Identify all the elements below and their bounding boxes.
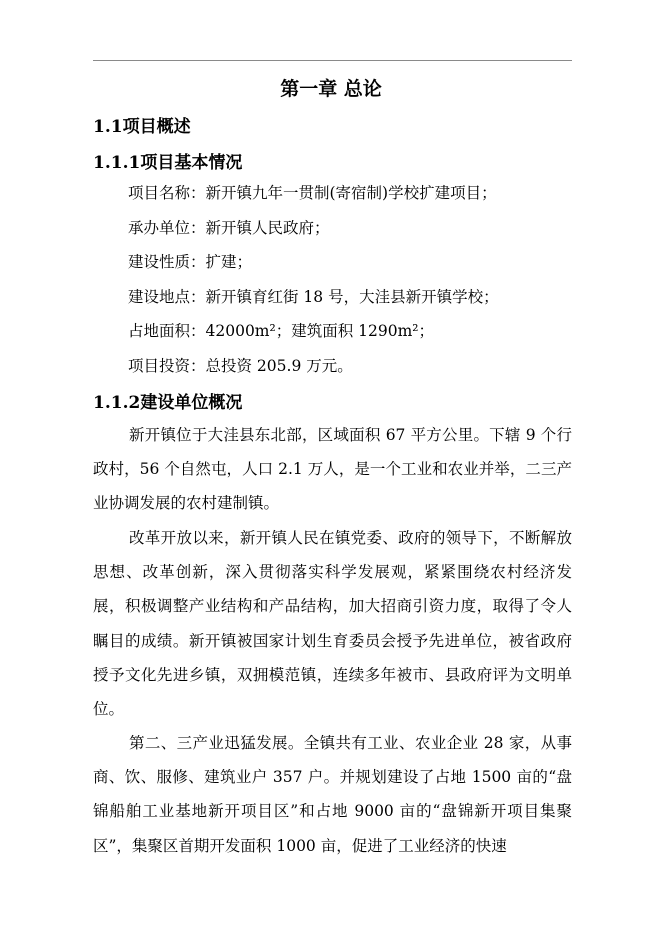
chapter-title: 第一章 总论 [280, 78, 382, 100]
header-rule [93, 60, 572, 61]
paragraph-reform: 改革开放以来，新开镇人民在镇党委、政府的领导下，不断解放思想、改革创新，深入贯彻落实科学发展观，紧紧围绕农村经济发展，积极调整产业结构和产品结构，加大招商引资力度，取得了令人瞩目的成绩。新开镇被国家计划生育委员会授予先进单位，被省政府授予文化先进乡镇，双拥模范镇，连续多年被市、县政府评为文明单位。 [93, 529, 572, 719]
subsection-heading-unit-overview: 1.1.2建设单位概况 [93, 393, 243, 413]
info-organizer: 承办单位：新开镇人民政府； [128, 219, 330, 237]
info-project-name: 项目名称：新开镇九年一贯制(寄宿制)学校扩建项目； [128, 184, 497, 202]
paragraph-town-overview: 新开镇位于大洼县东北部，区域面积 67 平方公里。下辖 9 个行政村，56 个自然屯，人口 2.1 万人，是一个工业和农业并举，二三产业协调发展的农村建制镇。 [93, 426, 572, 513]
subsection-heading-basic-info: 1.1.1项目基本情况 [93, 153, 243, 173]
info-area: 占地面积：42000m²；建筑面积 1290m²； [128, 322, 435, 340]
info-investment: 项目投资：总投资 205.9 万元。 [128, 357, 353, 375]
section-heading: 1.1项目概述 [93, 117, 191, 137]
paragraph-industry: 第二、三产业迅猛发展。全镇共有工业、农业企业 28 家，从事商、饮、服修、建筑业户 357 户。并规划建设了占地 1500 亩的“盘锦船舶工业基地新开项目区”和占地 9000 亩的“盘锦新开项目集聚区”，集聚区首期开发面积 1000 亩，促进了工业经济的快速 [93, 734, 572, 855]
info-construction-type: 建设性质：扩建； [128, 253, 253, 271]
info-location: 建设地点：新开镇育红街 18 号，大洼县新开镇学校； [128, 288, 499, 306]
